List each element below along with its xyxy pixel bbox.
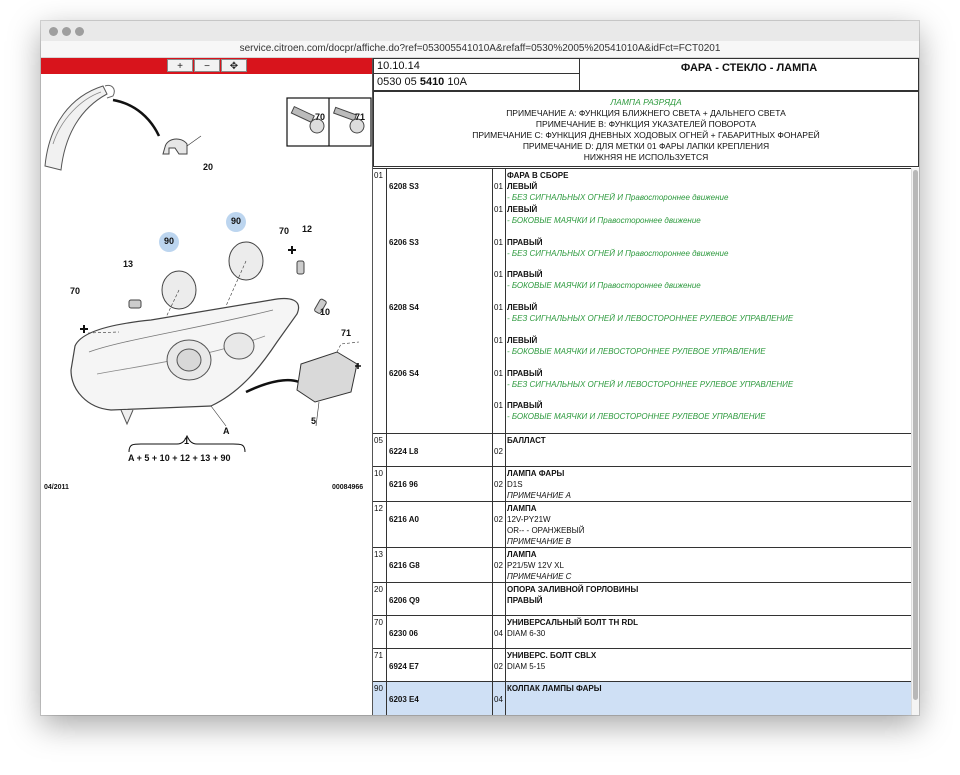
part-spec: P21/5W 12V XL — [507, 561, 564, 570]
qty-cell — [493, 649, 506, 681]
part-qty: 01 — [494, 238, 503, 247]
part-ref[interactable]: 6216 G8 — [389, 561, 420, 570]
zoom-in-icon: + — [177, 61, 183, 72]
part-ref[interactable]: 6203 E4 — [389, 695, 419, 704]
ref-cell — [387, 616, 493, 648]
part-spec: OR-- - ОРАНЖЕВЫЙ — [507, 526, 585, 535]
note-a: ПРИМЕЧАНИЕ А: ФУНКЦИЯ БЛИЖНЕГО СВЕТА + ДАЛЬНЕГО СВЕТА — [506, 108, 786, 118]
diagram-label-12: 12 — [302, 224, 313, 234]
part-spec: D1S — [507, 480, 523, 489]
diagram-label-90-left[interactable]: 90 — [164, 236, 175, 246]
zoom-fit-icon: ✥ — [229, 61, 239, 72]
part-note: ПРИМЕЧАНИЕ С — [507, 572, 572, 581]
pos-cell — [373, 616, 387, 648]
ref-cell — [387, 548, 493, 582]
part-note: - БОКОВЫЕ МАЯЧКИ И Правостороннее движение — [507, 216, 701, 225]
parts-table — [373, 168, 911, 715]
pos-cell — [373, 502, 387, 547]
desc-cell — [506, 467, 911, 501]
ref-cell — [387, 502, 493, 547]
part-qty: 02 — [494, 515, 503, 524]
part-variant: ПРАВЫЙ — [507, 238, 543, 247]
pos-cell — [373, 467, 387, 501]
part-note: - БОКОВЫЕ МАЯЧКИ И ЛЕВОСТОРОННЕЕ РУЛЕВОЕ УПРАВЛЕНИЕ — [507, 412, 766, 421]
part-variant: ПРАВЫЙ — [507, 270, 543, 279]
qty-cell — [493, 583, 506, 615]
ref-cell — [387, 682, 493, 715]
part-qty: 04 — [494, 695, 503, 704]
desc-cell — [506, 583, 911, 615]
table-row[interactable] — [373, 583, 911, 616]
diagram-date: 04/2011 — [44, 484, 69, 491]
part-qty: 02 — [494, 447, 503, 456]
ref-cell — [387, 467, 493, 501]
note-d: ПРИМЕЧАНИЕ D: ДЛЯ МЕТКИ 01 ФАРЫ ЛАПКИ КРЕПЛЕНИЯ — [522, 141, 770, 151]
minimize-window-button[interactable] — [62, 27, 71, 36]
part-qty: 01 — [494, 205, 503, 214]
part-variant: ЛЕВЫЙ — [507, 303, 538, 312]
diagram-label-70-box: 70 — [315, 112, 326, 122]
code-prefix: 0530 05 — [377, 76, 420, 88]
part-note: ПРИМЕЧАНИЕ В — [507, 537, 571, 546]
table-row[interactable] — [373, 548, 911, 583]
ref-cell — [387, 434, 493, 466]
part-note: ПРИМЕЧАНИЕ А — [507, 491, 571, 500]
part-variant: ПРАВЫЙ — [507, 369, 543, 378]
part-ref[interactable]: 6206 Q9 — [389, 596, 420, 605]
diagram-toolbar — [41, 58, 372, 74]
desc-cell — [506, 434, 911, 466]
diagram-label-A: A — [223, 426, 230, 436]
pos-cell — [373, 583, 387, 615]
part-note: - БЕЗ СИГНАЛЬНЫХ ОГНЕЙ И ЛЕВОСТОРОННЕЕ РУЛЕВОЕ УПРАВЛЕНИЕ — [507, 314, 794, 323]
qty-cell — [493, 434, 506, 466]
desc-cell — [506, 649, 911, 681]
desc-cell — [506, 682, 911, 715]
qty-cell — [493, 682, 506, 715]
part-qty: 01 — [494, 401, 503, 410]
part-title: УНИВЕРСАЛЬНЫЙ БОЛТ ТН RDL — [507, 618, 638, 627]
scrollbar-thumb[interactable] — [913, 170, 918, 700]
browser-window — [41, 21, 919, 715]
part-note: - БЕЗ СИГНАЛЬНЫХ ОГНЕЙ И ЛЕВОСТОРОННЕЕ РУЛЕВОЕ УПРАВЛЕНИЕ — [507, 380, 794, 389]
diagram-label-20: 20 — [203, 162, 214, 172]
zoom-out-button[interactable] — [194, 59, 220, 72]
part-ref[interactable]: 6206 S4 — [389, 369, 419, 378]
ref-cell — [387, 583, 493, 615]
notes-heading: ЛАМПА РАЗРЯДА — [610, 97, 682, 107]
pos-cell — [373, 434, 387, 466]
pos-number: 90 — [374, 684, 383, 693]
diagram-label-70-top: 70 — [279, 226, 290, 236]
diagram-label-10: 10 — [320, 307, 331, 317]
pos-number: 05 — [374, 436, 383, 445]
part-ref[interactable]: 6230 06 — [389, 629, 418, 638]
catalog-date: 10.10.14 — [373, 58, 580, 74]
part-title: ЛАМПА — [507, 504, 537, 513]
page-title: ФАРА - СТЕКЛО - ЛАМПА — [579, 58, 919, 91]
diagram-label-90-right[interactable]: 90 — [231, 216, 242, 226]
part-ref[interactable]: 6208 S4 — [389, 303, 419, 312]
diagram-label-13: 13 — [123, 259, 134, 269]
part-ref[interactable]: 6208 S3 — [389, 182, 419, 191]
part-variant: ПРАВЫЙ — [507, 401, 543, 410]
part-spec: DIAM 5-15 — [507, 662, 546, 671]
diagram-label-70-left: 70 — [70, 286, 81, 296]
zoom-in-button[interactable] — [167, 59, 193, 72]
code-suffix: 10A — [444, 76, 467, 88]
diagram-ref: 00084966 — [332, 484, 364, 491]
note-b: ПРИМЕЧАНИЕ В: ФУНКЦИЯ УКАЗАТЕЛЕЙ ПОВОРОТА — [535, 119, 757, 129]
part-variant: ЛЕВЫЙ — [507, 336, 538, 345]
qty-cell — [493, 169, 506, 433]
part-qty: 04 — [494, 629, 503, 638]
pos-cell — [373, 548, 387, 582]
pos-cell — [373, 169, 387, 433]
diagram-label-1: 1 — [184, 436, 190, 446]
part-ref[interactable]: 6216 A0 — [389, 515, 419, 524]
close-window-button[interactable] — [49, 27, 58, 36]
qty-cell — [493, 502, 506, 547]
parts-diagram — [41, 74, 372, 494]
part-qty: 01 — [494, 336, 503, 345]
code-bold: 5410 — [419, 76, 445, 88]
part-qty: 02 — [494, 662, 503, 671]
part-qty: 01 — [494, 270, 503, 279]
part-title: ОПОРА ЗАЛИВНОЙ ГОРЛОВИНЫ — [507, 585, 639, 594]
part-ref[interactable]: 6206 S3 — [389, 238, 419, 247]
part-note: - БЕЗ СИГНАЛЬНЫХ ОГНЕЙ И Правостороннее движение — [507, 249, 729, 258]
part-note: - БЕЗ СИГНАЛЬНЫХ ОГНЕЙ И Правостороннее движение — [507, 193, 729, 202]
pos-cell — [373, 649, 387, 681]
pos-number: 12 — [374, 504, 383, 513]
table-row[interactable] — [373, 649, 911, 682]
diagram-label-71-right: 71 — [341, 328, 352, 338]
address-bar[interactable]: service.citroen.com/docpr/affiche.do?ref=053005541010A&refaff=0530%2005%20541010A&idFct=FCT0201 — [41, 41, 919, 58]
part-note: - БОКОВЫЕ МАЯЧКИ И Правостороннее движение — [507, 281, 701, 290]
part-qty: 01 — [494, 182, 503, 191]
part-title: ФАРА В СБОРЕ — [507, 171, 569, 180]
table-row[interactable] — [373, 467, 911, 502]
diagram-label-71-box: 71 — [355, 112, 366, 122]
diagram-formula: A + 5 + 10 + 12 + 13 + 90 — [128, 453, 231, 463]
zoom-fit-button[interactable] — [221, 59, 247, 72]
pos-number: 70 — [374, 618, 383, 627]
part-title: ЛАМПА ФАРЫ — [507, 469, 565, 478]
pos-number: 20 — [374, 585, 383, 594]
qty-cell — [493, 616, 506, 648]
diagram-label-5: 5 — [311, 416, 317, 426]
notes-block — [373, 91, 919, 167]
table-row[interactable] — [373, 169, 911, 434]
ref-cell — [387, 649, 493, 681]
note-e: НИЖНЯЯ НЕ ИСПОЛЬЗУЕТСЯ — [583, 152, 709, 162]
part-qty: 01 — [494, 369, 503, 378]
part-ref[interactable]: 6216 96 — [389, 480, 418, 489]
pos-cell — [373, 682, 387, 715]
pos-number: 10 — [374, 469, 383, 478]
table-row-selected[interactable] — [373, 682, 911, 715]
part-spec: DIAM 6-30 — [507, 629, 546, 638]
pos-number: 71 — [374, 651, 383, 660]
desc-cell — [506, 616, 911, 648]
part-qty: 01 — [494, 303, 503, 312]
part-spec: 12V-PY21W — [507, 515, 551, 524]
zoom-window-button[interactable] — [75, 27, 84, 36]
table-row[interactable] — [373, 502, 911, 548]
ref-cell — [387, 169, 493, 433]
part-variant: ЛЕВЫЙ — [507, 205, 538, 214]
catalog-code — [373, 73, 580, 91]
desc-cell — [506, 548, 911, 582]
part-ref[interactable]: 6924 E7 — [389, 662, 419, 671]
part-title: КОЛПАК ЛАМПЫ ФАРЫ — [507, 684, 602, 693]
part-note: - БОКОВЫЕ МАЯЧКИ И ЛЕВОСТОРОННЕЕ РУЛЕВОЕ УПРАВЛЕНИЕ — [507, 347, 766, 356]
part-variant: ЛЕВЫЙ — [507, 182, 538, 191]
part-title: ЛАМПА — [507, 550, 537, 559]
scrollbar[interactable] — [911, 168, 919, 715]
part-qty: 02 — [494, 561, 503, 570]
pos-number: 13 — [374, 550, 383, 559]
table-row[interactable] — [373, 434, 911, 467]
diagram-drawing — [41, 74, 372, 494]
table-row[interactable] — [373, 616, 911, 649]
pos-number: 01 — [374, 171, 383, 180]
part-qty: 02 — [494, 480, 503, 489]
parts-pane — [373, 58, 919, 715]
note-c: ПРИМЕЧАНИЕ С: ФУНКЦИЯ ДНЕВНЫХ ХОДОВЫХ ОГНЕЙ + ГАБАРИТНЫХ ФОНАРЕЙ — [472, 130, 820, 140]
title-bar — [41, 21, 919, 42]
part-ref[interactable]: 6224 L8 — [389, 447, 419, 456]
qty-cell — [493, 548, 506, 582]
part-title: БАЛЛАСТ — [507, 436, 546, 445]
desc-cell — [506, 169, 911, 433]
part-variant: ПРАВЫЙ — [507, 596, 543, 605]
zoom-out-icon: − — [204, 61, 210, 72]
part-title: УНИВЕРС. БОЛТ CBLX — [507, 651, 597, 660]
desc-cell — [506, 502, 911, 547]
qty-cell — [493, 467, 506, 501]
diagram-pane — [41, 58, 373, 715]
